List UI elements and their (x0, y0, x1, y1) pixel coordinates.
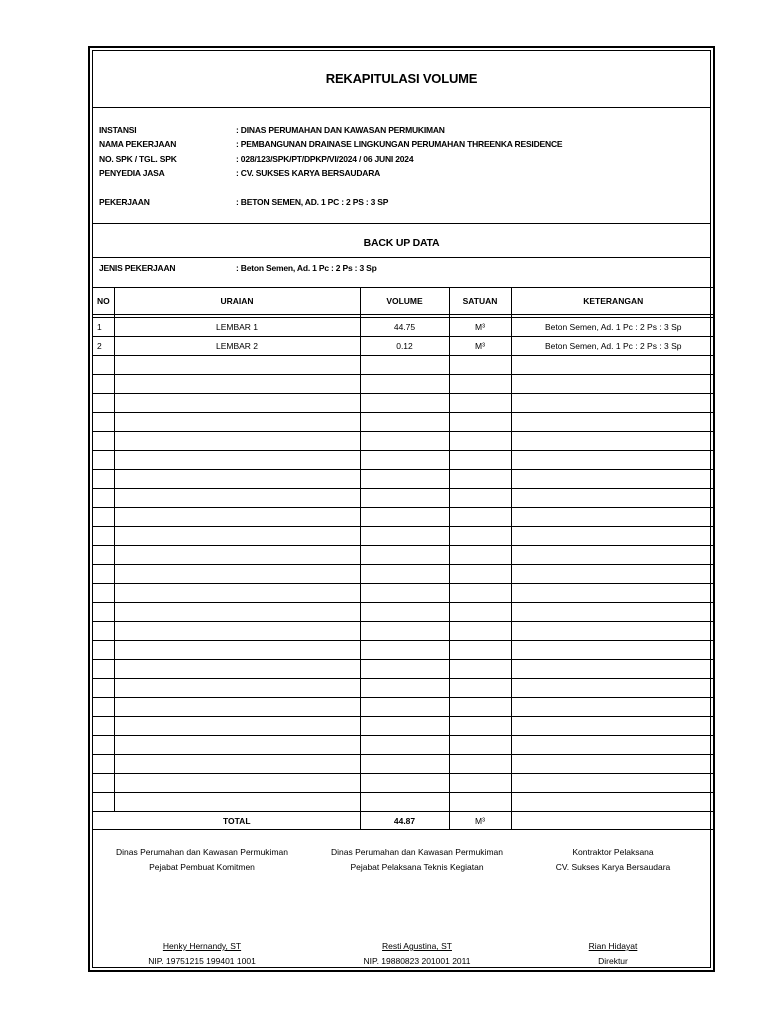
empty-cell (93, 508, 114, 527)
empty-cell (511, 489, 715, 508)
empty-cell (93, 432, 114, 451)
empty-cell (93, 679, 114, 698)
section-title: BACK UP DATA (363, 237, 440, 249)
jenis-key: JENIS PEKERJAAN (99, 263, 176, 273)
empty-cell (449, 679, 511, 698)
empty-cell (114, 413, 360, 432)
empty-cell (511, 641, 715, 660)
divider (93, 223, 710, 224)
table-row-empty (93, 698, 715, 717)
signature-block-ppk (102, 845, 302, 969)
table-row-empty (93, 774, 715, 793)
table-row-empty (93, 527, 715, 546)
table-row-empty (93, 508, 715, 527)
empty-cell (449, 660, 511, 679)
empty-cell (449, 755, 511, 774)
cell-uraian: LEMBAR 1 (114, 318, 360, 337)
table-row-empty (93, 793, 715, 812)
empty-cell (93, 394, 114, 413)
table-row-empty (93, 641, 715, 660)
empty-cell (114, 584, 360, 603)
empty-cell (360, 432, 449, 451)
signature-name: Resti Agustina, ST (382, 941, 452, 951)
cell-satuan: M³ (449, 337, 511, 356)
empty-cell (114, 660, 360, 679)
table-row-empty (93, 622, 715, 641)
empty-cell (93, 375, 114, 394)
empty-cell (114, 698, 360, 717)
empty-cell (114, 508, 360, 527)
cell-keterangan: Beton Semen, Ad. 1 Pc : 2 Ps : 3 Sp (511, 318, 715, 337)
empty-cell (511, 375, 715, 394)
signature-id: Direktur (598, 956, 628, 966)
empty-cell (360, 679, 449, 698)
empty-cell (93, 356, 114, 375)
empty-cell (511, 736, 715, 755)
table-row-empty (93, 356, 715, 375)
table-row (93, 318, 715, 337)
table-row-empty (93, 565, 715, 584)
jenis-pekerjaan-row (99, 263, 377, 273)
empty-cell (511, 470, 715, 489)
header-uraian: URAIAN (114, 288, 360, 315)
empty-cell (93, 641, 114, 660)
info-value: : 028/123/SPK/PT/DPKP/VI/2024 / 06 JUNI 2024 (236, 154, 414, 164)
divider (93, 257, 710, 258)
empty-cell (93, 413, 114, 432)
empty-cell (449, 546, 511, 565)
signature-name: Rian Hidayat (588, 941, 638, 951)
empty-cell (449, 470, 511, 489)
signature-role: Pejabat Pembuat Komitmen (149, 862, 255, 872)
empty-cell (511, 774, 715, 793)
signature-role: Pejabat Pelaksana Teknis Kegiatan (350, 862, 484, 872)
empty-cell (360, 774, 449, 793)
empty-cell (114, 793, 360, 812)
empty-cell (93, 451, 114, 470)
empty-cell (511, 622, 715, 641)
empty-cell (449, 622, 511, 641)
empty-cell (511, 565, 715, 584)
header-satuan: SATUAN (449, 288, 511, 315)
signature-org: Dinas Perumahan dan Kawasan Permukiman (331, 847, 503, 857)
info-key: NO. SPK / TGL. SPK (99, 154, 177, 164)
empty-cell (93, 698, 114, 717)
signature-block-pptk (317, 845, 517, 969)
empty-cell (93, 565, 114, 584)
table-row-empty (93, 394, 715, 413)
empty-cell (360, 584, 449, 603)
header-no: NO (93, 288, 114, 315)
info-key: PENYEDIA JASA (99, 168, 165, 178)
empty-cell (360, 793, 449, 812)
empty-cell (114, 546, 360, 565)
empty-cell (511, 603, 715, 622)
empty-cell (93, 755, 114, 774)
table-row-empty (93, 755, 715, 774)
cell-volume: 0.12 (360, 337, 449, 356)
cell-satuan: M³ (449, 318, 511, 337)
table-row-empty (93, 603, 715, 622)
empty-cell (93, 793, 114, 812)
empty-cell (360, 622, 449, 641)
empty-cell (114, 755, 360, 774)
empty-cell (93, 660, 114, 679)
total-keterangan (511, 812, 715, 830)
empty-cell (449, 508, 511, 527)
table-row-empty (93, 375, 715, 394)
empty-cell (449, 356, 511, 375)
info-value: : CV. SUKSES KARYA BERSAUDARA (236, 168, 381, 178)
empty-cell (114, 622, 360, 641)
empty-cell (93, 546, 114, 565)
empty-cell (511, 356, 715, 375)
empty-cell (449, 698, 511, 717)
empty-cell (360, 451, 449, 470)
empty-cell (360, 356, 449, 375)
empty-cell (360, 698, 449, 717)
signature-org: Dinas Perumahan dan Kawasan Permukiman (116, 847, 288, 857)
table-row-empty (93, 679, 715, 698)
empty-cell (93, 717, 114, 736)
table-row-empty (93, 470, 715, 489)
table-row-empty (93, 451, 715, 470)
empty-cell (93, 603, 114, 622)
empty-cell (360, 546, 449, 565)
empty-cell (93, 489, 114, 508)
document-title: REKAPITULASI VOLUME (325, 71, 478, 86)
cell-keterangan: Beton Semen, Ad. 1 Pc : 2 Ps : 3 Sp (511, 337, 715, 356)
table-row-empty (93, 489, 715, 508)
empty-cell (93, 622, 114, 641)
empty-cell (114, 774, 360, 793)
empty-cell (511, 527, 715, 546)
empty-cell (114, 432, 360, 451)
cell-no: 2 (93, 337, 114, 356)
table-total-row (93, 812, 715, 830)
table-row-empty (93, 736, 715, 755)
empty-cell (511, 793, 715, 812)
empty-cell (114, 603, 360, 622)
empty-cell (360, 660, 449, 679)
empty-cell (114, 717, 360, 736)
empty-cell (360, 394, 449, 413)
info-value: : PEMBANGUNAN DRAINASE LINGKUNGAN PERUMAHAN THREENKA RESIDENCE (236, 139, 563, 149)
info-value: : DINAS PERUMAHAN DAN KAWASAN PERMUKIMAN (236, 125, 445, 135)
empty-cell (93, 774, 114, 793)
empty-cell (511, 451, 715, 470)
header-volume: VOLUME (360, 288, 449, 315)
info-key: NAMA PEKERJAAN (99, 139, 177, 149)
total-volume: 44.87 (360, 812, 449, 830)
empty-cell (360, 755, 449, 774)
table-row-empty (93, 413, 715, 432)
empty-cell (449, 793, 511, 812)
empty-cell (114, 451, 360, 470)
table-row (93, 337, 715, 356)
empty-cell (114, 356, 360, 375)
header-keterangan: KETERANGAN (511, 288, 715, 315)
total-satuan: M³ (449, 812, 511, 830)
empty-cell (511, 755, 715, 774)
empty-cell (93, 736, 114, 755)
empty-cell (449, 394, 511, 413)
empty-cell (449, 527, 511, 546)
table-row-empty (93, 584, 715, 603)
empty-cell (449, 736, 511, 755)
empty-cell (114, 641, 360, 660)
empty-cell (114, 394, 360, 413)
empty-cell (511, 660, 715, 679)
document-sheet (88, 46, 715, 972)
empty-cell (114, 736, 360, 755)
cell-uraian: LEMBAR 2 (114, 337, 360, 356)
empty-cell (114, 679, 360, 698)
empty-cell (511, 413, 715, 432)
empty-cell (93, 584, 114, 603)
empty-cell (511, 432, 715, 451)
signature-id: NIP. 19751215 199401 1001 (148, 956, 256, 966)
empty-cell (511, 679, 715, 698)
empty-cell (114, 470, 360, 489)
jenis-value: : Beton Semen, Ad. 1 Pc : 2 Ps : 3 Sp (236, 263, 377, 273)
empty-cell (449, 489, 511, 508)
empty-cell (360, 603, 449, 622)
empty-cell (449, 375, 511, 394)
empty-cell (360, 736, 449, 755)
empty-cell (360, 508, 449, 527)
empty-cell (360, 375, 449, 394)
empty-cell (449, 717, 511, 736)
empty-cell (511, 584, 715, 603)
empty-cell (511, 717, 715, 736)
signature-block-kontraktor (513, 845, 713, 969)
signature-role: CV. Sukses Karya Bersaudara (555, 862, 671, 872)
empty-cell (114, 527, 360, 546)
empty-cell (114, 565, 360, 584)
table-header-row (93, 288, 715, 315)
empty-cell (449, 565, 511, 584)
empty-cell (114, 489, 360, 508)
empty-cell (360, 565, 449, 584)
table-row-empty (93, 660, 715, 679)
empty-cell (449, 432, 511, 451)
table-row-empty (93, 546, 715, 565)
empty-cell (449, 584, 511, 603)
signature-org: Kontraktor Pelaksana (572, 847, 654, 857)
total-label: TOTAL (114, 812, 360, 830)
empty-cell (449, 413, 511, 432)
info-key: PEKERJAAN (99, 197, 150, 207)
empty-cell (449, 451, 511, 470)
empty-cell (93, 527, 114, 546)
empty-cell (114, 375, 360, 394)
empty-cell (360, 413, 449, 432)
table-row-empty (93, 717, 715, 736)
cell-no: 1 (93, 318, 114, 337)
empty-cell (360, 527, 449, 546)
table-row-empty (93, 432, 715, 451)
cell-volume: 44.75 (360, 318, 449, 337)
empty-cell (511, 698, 715, 717)
empty-cell (511, 546, 715, 565)
document-frame (92, 50, 711, 968)
info-key: INSTANSI (99, 125, 137, 135)
empty-cell (360, 641, 449, 660)
empty-cell (360, 489, 449, 508)
empty-cell (449, 774, 511, 793)
empty-cell (360, 470, 449, 489)
info-value: : BETON SEMEN, AD. 1 PC : 2 PS : 3 SP (236, 197, 389, 207)
empty-cell (449, 641, 511, 660)
volume-table (93, 287, 715, 830)
empty-cell (360, 717, 449, 736)
empty-cell (449, 603, 511, 622)
empty-cell (511, 394, 715, 413)
signature-id: NIP. 19880823 201001 2011 (363, 956, 471, 966)
signature-name: Henky Hernandy, ST (162, 941, 242, 951)
empty-cell (93, 470, 114, 489)
empty-cell (511, 508, 715, 527)
divider (93, 107, 710, 108)
